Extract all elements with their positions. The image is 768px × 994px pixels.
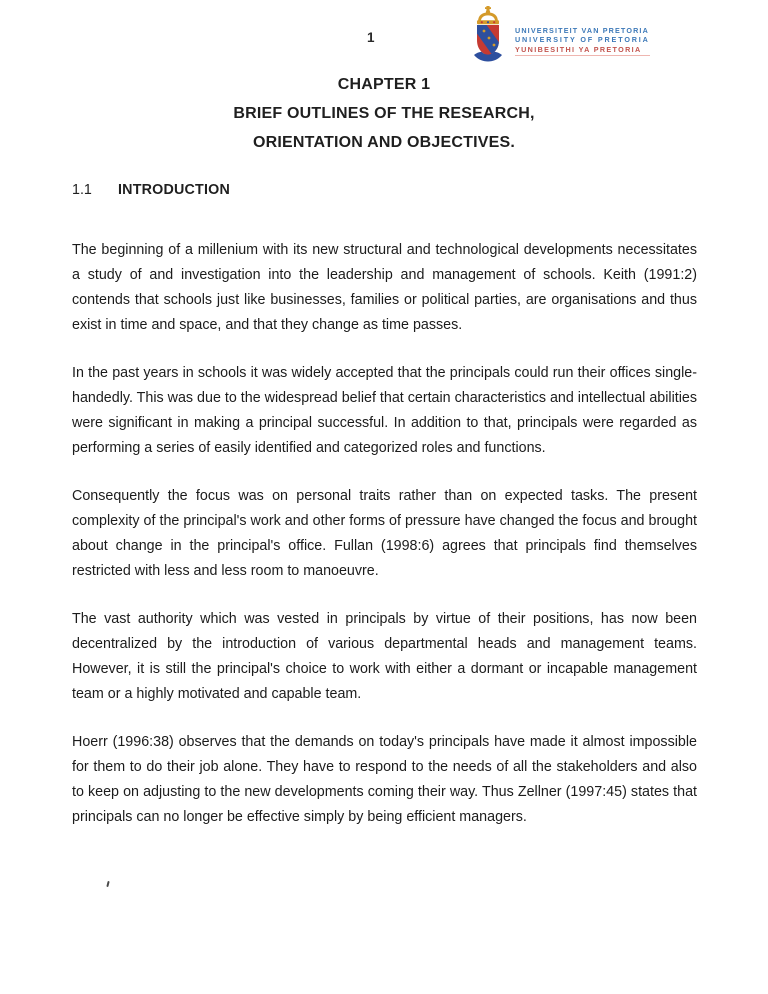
paragraph-5: Hoerr (1996:38) observes that the demands on today's principals have made it almost impossible for them to do their job alone. They have to respond to the needs of all the stakeholders and also to keep on adjusting to the new developments coming their way. Thus Zellner (1997:45) states that principals can no longer be effective simply by being efficient managers. <box>72 734 697 825</box>
paragraph-1: The beginning of a millenium with its new structural and technological developments necessitates a study of and investigation into the leadership and management of schools. Keith (1991:2) contends that schools just like businesses, families or political parties, are organisations and thus exist in time and space, and that they change as time passes. <box>72 242 697 333</box>
page-number: 1 <box>367 30 375 45</box>
chapter-title-line-1: BRIEF OUTLINES OF THE RESEARCH, <box>233 105 535 122</box>
university-crest-icon <box>466 6 510 62</box>
chapter-title-line-2: ORIENTATION AND OBJECTIVES. <box>252 134 515 151</box>
section-heading <box>72 178 768 203</box>
section-number: 1.1 <box>72 182 92 198</box>
university-of-pretoria-logo <box>466 6 650 62</box>
logo-wordmark <box>515 26 650 56</box>
logo-line-english: UNIVERSITY OF PRETORIA <box>515 35 650 45</box>
chapter-title <box>0 0 768 157</box>
chapter-number-line: CHAPTER 1 <box>337 76 431 93</box>
scan-artifact <box>106 881 109 887</box>
paragraph-3: Consequently the focus was on personal traits rather than on expected tasks. The present complexity of the principal's work and other forms of pressure have changed the focus and brought about change in the principal's office. Fullan (1998:6) agrees that principals find themselves restricted with less and less room to manoeuvre. <box>72 488 697 579</box>
section-title: INTRODUCTION <box>118 182 231 198</box>
paragraph-2: In the past years in schools it was widely accepted that the principals could run their offices single-handedly. This was due to the widespread belief that certain characteristics and intellectual abilities were significant in making a principal successful. In addition to that, principals were regarded as performing a series of easily identified and categorized roles and functions. <box>72 365 697 456</box>
logo-line-afrikaans: UNIVERSITEIT VAN PRETORIA <box>515 26 649 35</box>
paragraph-4: The vast authority which was vested in principals by virtue of their positions, has now been decentralized by the introduction of various departmental heads and management teams. However, it is still the principal's choice to work with either a dormant or incapable management team or a highly motivated and capable team. <box>72 611 697 702</box>
logo-line-sepedi: YUNIBESITHI YA PRETORIA <box>515 45 650 56</box>
body-text <box>72 238 697 830</box>
